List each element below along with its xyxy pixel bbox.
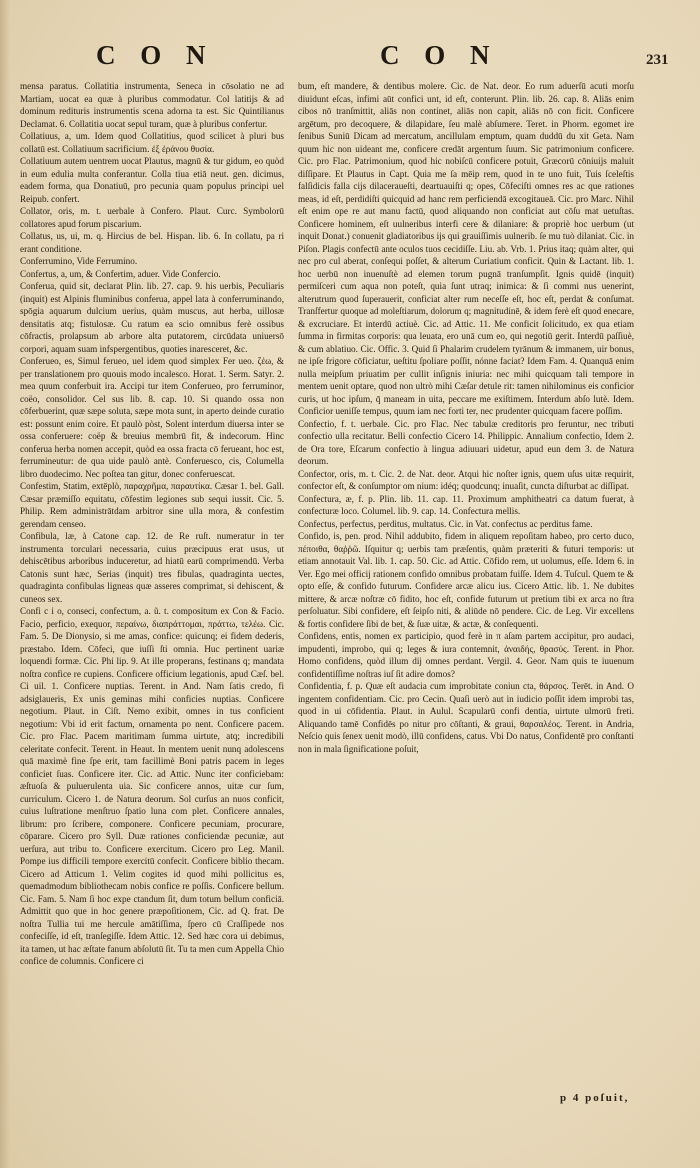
dictionary-entry: Collatiuum autem uentrem uocat Plautus, magnū & tur gidum, eo quòd in eum edulia multa conferantur. Colla tiua etiā neut. gen. dicimus, eadem forma, qua Donatiuū, pro pecunia quam populus principi uel Reipub. confert. xyxy=(20,156,284,204)
running-head-right: C O N xyxy=(380,40,499,70)
dictionary-entry: Confibula, læ, à Catone cap. 12. de Re ruſt. numeratur in ter instrumenta torculari necessaria, cuius præcipuus erat usus, ut dehiscētibus arboribus induceretur, ad hiatū earū comprimendū. Verba Catonis sunt hæc, Serias (inquit) tres fibulas, quadraginta uectes, quadraginta confibulas ligneas quæ asseres comprimat, si dehiscent, & cuneos sex. xyxy=(20,531,284,604)
dictionary-entry: Confidentia, f. p. Quæ eſt audacia cum improbitate coniun cta, θάρσος. Terēt. in And. O ingentem confidentiam. Cic. pro Cecin. Quaſi uerò aut in iudicio poſſit idem improbi tas, quod in ui cōfidentia. Plaut. in Aulul. Scapularū confi dentia, uirtute ulmorū freti. Aliquando tamē Confidēs po nitur pro cōſtanti, & graui, θαρσαλέος. Terent. in Andria, Neſcio quis ſenex uenit modò, illū confidens, catus. Vbi Do natus, Confidentē pro conſtanti non in mala ſignificatione poſuit, xyxy=(298,681,634,754)
dictionary-entry: Confi c i o, conseci, confectum, a. ũ. t. compositum ex Con & Facio. Facio, perficio, exequor, περαίνω, διαπράττομαι, πράττω, τελέω. Cic. Fam. 5. De Dionysio, si me amas, confice: quicunq; ei fidem dederis, præstabo. Idem. Cōfeci, que iuſſi ſti omnia. Huc pertinent uariæ loquendi formæ. Cic. Phi lip. 9. At ille properans, festinans q; mandata noſtra confice re cupiens. Conficere officium legationis, apud Cæſ. bel. Ci uil. 1. Conficere nuptias. Terent. in And. Nam ſatis credo, fi adsiglaueris, Ex unis geminas mihi conficies nuptias. Conficere negotium. Plaut. in Ciſt. Nemo exibit, omnes in tus conficient negotium: Vbi id erit factum, ornamenta po nent. Conficere pacem. Cic. pro Flac. Pacem maritimam ſumma uirtute, atq; incredibili celeritate confecit. Terent. in Heaut. In mentem uenit nunq adolescens quā maximè fine ſpe erit, tam facillimè Boni patris pacem in leges conficiet ſuas. Conficere iter. Cic. ad Attic. Nunc iter conficiebam: æſtuoſa & puluerulenta uia. Sic conficere annos, uitæ cur ſum, curriculum. Cicero 1. de Natura deorum. Sol curſus an nuos conficit, cuius luſtratione menſtruo ſpatio luna com plet. Conficere annales, librum: pro ſcribere, componere. Conficere pecuniam, procurare, cōparare. Cicero pro Syll. Duæ rationes conficiendæ pecuniæ, aut uerſura, aut tribu to. Conficere exercitum. Cicero pro Leg. Manil. Pompe ius difficili tempore exercitū confecit. Conficere biblio thecam. Cicero ad Atticum 1. Velim cogites id quod mihi pollicitus es, quemadmodum bibliothecam nobis confice re poſſis. Conficere bellum. Cic. Fam. 5. Nam ſi hoc expe ctandum ſit, dum totum bellum conficiā. Admittit quo que in hoc genere præpoſitionem, Cic. ad Q. frat. De noſtra Tullia tui me hercule amātiſſima, ſpero cū Craſſipede nos confeciſſe, id eſt, tranſegiſſe. Idem Attic. 12. Sed hæc cora ui debimus, ita tamen, ut hac æſtate fanum abſolutū ſit. Tu ta men cum Appella Chio confice de columnis. Conficere ci xyxy=(20,606,284,966)
dictionary-entry: Confectus, perfectus, perditus, multatus. Cic. in Vat. confectus ac perditus fame. xyxy=(298,518,593,529)
dictionary-entry: Confido, is, pen. prod. Nihil addubito, fidem in aliquem repoſitam habeo, pro certo duco, πέποιθα, θαῤῥῶ. Iſquitur q; uerbis tam præſentis, quàm præteriti & futuri temporis: ut etiam annotauit Val. lib. 1. cap. 50. Cic. ad Attic. Cōfido rem, ut uolumus, eſſe. Idem 6. in Ver. Ego mei officij rationem confido omnibus probatam fuiſſe. Idem 4. Tuſcul. Quem te & opto eſſe, & confido futurum. Confidere arcæ alicu ius. Cicero Attic. lib. 1. Ne dubites mittere, & arcæ noſtræ cō fidito, hoc eſt, confide futurum ut pretium tibi ex arca no ſtra perſoluatur. Sibi confidere, eſt ſeipſo niti, & aliūde nō pendere. Cic. de Leg. Vir excellens & fortis confidere ſibi de bet, & ſuæ uitæ, & actæ, & conſequenti. xyxy=(298,531,634,629)
dictionary-entry: Collatus, us, ui, m. q. Hircius de bel. Hispan. lib. 6. In collatu, pa ri erant conditione. xyxy=(20,231,284,254)
dictionary-entry: Confectura, æ, f. p. Plin. lib. 11. cap. 11. Proximum amphitheatri ca datum fuerat, à confecturæ loco. Columel. lib. 9. cap. 14. Confectura mellis. xyxy=(298,493,634,516)
dictionary-entry: Collatiuus, a, um. Idem quod Collatitius, quod scilicet à pluri bus collatū est. Collatiuum sacrificium. ἐξ ἐράνου θυσία. xyxy=(20,131,284,154)
dictionary-entry: Confestim, Statim, extēplò, παραχρῆμα, παραυτίκα. Cæsar 1. bel. Gall. Cæsar præmiſſo equitatu, cōfestim legiones sub sequi iussit. Cic. 5. Philip. Rem administrātdam arbitror sine ulla mora, & confestim gerendam censeo. xyxy=(20,481,284,529)
dictionary-entry: bum, eſt mandere, & dentibus molere. Cic. de Nat. deor. Eo rum aduerſū acuti morſu diuidunt eſcas, infimi aūt confici unt, id eſt, conterunt. Plin. lib. 26. cap. 8. Aliās enim cibos nō tranſmittit, aliās non continet, aliās non capit, aliās nō con ficit. Conficere argētum, pro decoquere, & dilapidare, ſeu malè abſumere. Teret. in Phorm. egomet ire ſenibus Suniū Dicam ad mercatum, ancillulam emptum, quam duddū du xit Geta. Nam quum hic non uideant me, conficere credāt argentum ſuum. Sic patrimonium conficere. Cic. pro Flac. Patrimonium, quod hic nobiſcū conficere potuit, Græcorū cōniuijs maluit diſſipare. Et Plautus in Capt. Quia me ſa mēip rem, quod in te uno fuit, Tuis ſceleſtis falſidicis falla cijs dilaceraueſti, deartuauiſti q; opes, Cōfeciſti omnes res ac que rationes meas, id eſt, perdidiſti quicquid ad hanc rem perficiendā excogitaueā. Cic. pro Marc. Nihil eſt enim ope re aut manu factū, quod aliquando non conficiat aut cōſu mat uetuſtas. Conficere hominem, eſt uulneribus interfi cere & dilaniare: & propriè hoc uerbum (ut inquit Donat.) conuenit gladiatoribus ijs qui grauiſſimis uulnerib. ſe mu tuò dilaniat. Cic. in Piſon. Plagis confectū ante oculos tuos cecidiſſe. Liu. ab. Vrb. 1. Prius itaq; quàm alter, qui nec pro cul aberat, conſequi poſſet, & alterum Curiatium conficit. Quin & Lactant. lib. 1. hoc uerbū non inuenuſtè ad elemen torum pugnā tranſumpſit. Ignis quidē (inquit) permiſceri cum aqua non poteſt, quia ſunt utraq; inimica: & ſi commi nus uenerint, alterutrum quod ſuperauerit, conficiat alter rum neceſſe eſt, hoc eſt, perdat & conſumat. Tranſfertur quoque ad moleſtiarum, dolorum q; magnitudinē, & idem ferè eſt quod enecare, & excruciare. Et interdū actiuè. Cic. ad Attic. 11. Me conficit ſolicitudo, ex qua etiam ſumma in firmitas corporis: qua leuata, ero unā cum eo, qui negotiū gerit. Interdū paſſiuè, & cum ablatiuo. Cic. Offic. 3. Quid ſi Phalarim crudelem tyrānum & immanem, uir bonus, ne ipſe frigore cōficiatur, ueſtitu ſpoliare poſſit, nónne faciat? Idem Fam. 4. Quanquā enim nulla meipſum priuatim per cullit inſignis iniuria: nec mihi quicquam tali tempore in mentem uenit optare, quod non ultrò mihi Cæſar detule rit: tamen nihilominus eis conficior curis, ut hoc ipſum, q̄ maneam in uita, peccare me exiſtimem. Interdum abſo lutè. Idem. Conficior ueniſſe tempus, quum iam nec forti ter, nec prudenter quicquam facere poſſim. xyxy=(298,81,634,416)
left-column xyxy=(20,80,284,1125)
dictionary-entry: Confidens, entis, nomen ex participio, quod ferè in π aſam partem accipitur, pro audaci, impudenti, improbo, qui q; leges & iura contemnit, ἀναιδής, θρασύς. Terent. in Phor. Homo confidens, quòd illum dij omnes perdant. Vergil. 4. Geor. Nam quis te iuuenum confidentiſſime noſtras iuſ ſit adire domos? xyxy=(298,631,634,679)
running-head-left: C O N xyxy=(96,40,215,70)
right-column xyxy=(298,80,634,1100)
dictionary-entry: mensa paratus. Collatitia instrumenta, Seneca in cōsolatio ne ad Martiam, uocat ea quæ à pluribus commodatur. Col latitijs & ad dominum redituris instrumentis scena adorna ta est. Sic Quintilianus Declamat. 6. Collatitia uocat sepul turam, quæ à pluribus confertur. xyxy=(20,81,284,129)
dictionary-entry: Confector, oris, m. t. Cic. 2. de Nat. deor. Atqui hic noſter ignis, quem uſus uitæ requirit, confector eſt, & conſumptor om nium: idéq; quodcunq; inuaſit, cuncta diſturbat ac diſſipat. xyxy=(298,468,634,491)
dictionary-entry: Collator, oris, m. t. uerbale à Confero. Plaut. Curc. Symbolorū collatores apud forum piscarium. xyxy=(20,206,284,229)
page-gutter xyxy=(0,0,10,1168)
dictionary-entry: Confectio, f. t. uerbale. Cic. pro Flac. Nec tabulæ creditoris pro feruntur, nec tributi confectio ulla recitatur. Belli confectio Cicero 14. Philippic. Annalium confectio, Idem 2. de Ora tore, Eſcarum confectio à lingua adiuuari uidetur, apud eun dem 3. de Natura deorum. xyxy=(298,418,634,466)
dictionary-entry: Conferua, quid sit, declarat Plin. lib. 27. cap. 9. his uerbis, Peculiaris (inquit) est Alpinis fluminibus conferua, appel lata à conferruminando, spōgia aquarum dulcium uerius, quàm muscus, aut herba, uillosæ densitatis atq; fistulosæ. Cu ratum ea scio omnibus ferè ossibus cōfractis, prolapsum ab arbore alta putatorem, circūdata uniuersō corpori, aquam suam infspergentibus, quoties inaresceret, &c. xyxy=(20,281,284,354)
dictionary-entry: Conferrumino, Vide Ferrumino. xyxy=(20,256,138,266)
dictionary-entry: Confertus, a, um, & Confertim, aduer. Vide Confercio. xyxy=(20,268,221,279)
page-number: 231 xyxy=(646,52,669,68)
dictionary-entry: Conferueo, es, Simul ferueo, uel idem quod simplex Fer ueo. ζέω, & per translationem pro quouis modo incalesco. Horat. 1. Serm. Satyr. 2. mea quum conferbuit ira. Accipi tur item Conferueo, pro ferruminor, coëo, consolidor. Cel sus lib. 8. cap. 10. Si quando ossa non cōferbuerint, quæ sæpe soluta, sæpe mota sunt, in aperto deinde curatio est: possunt enim coire. Et paulò pòst, Solent interdum diuersa inter se ossa conferuere: coëp & breuius membrū fit, & indecorum. Hinc conferua herba nomen accepit, quòd ea ossa fracta cō ferueant, hoc est, ferrumineutur: de qua uide paulò antè. Conferuesco, cis, Columella libro duodecimo. Nec poſtea tan gitur, donec conferuescat. xyxy=(20,356,284,479)
catchword: p 4 poſuit, xyxy=(560,1092,630,1104)
